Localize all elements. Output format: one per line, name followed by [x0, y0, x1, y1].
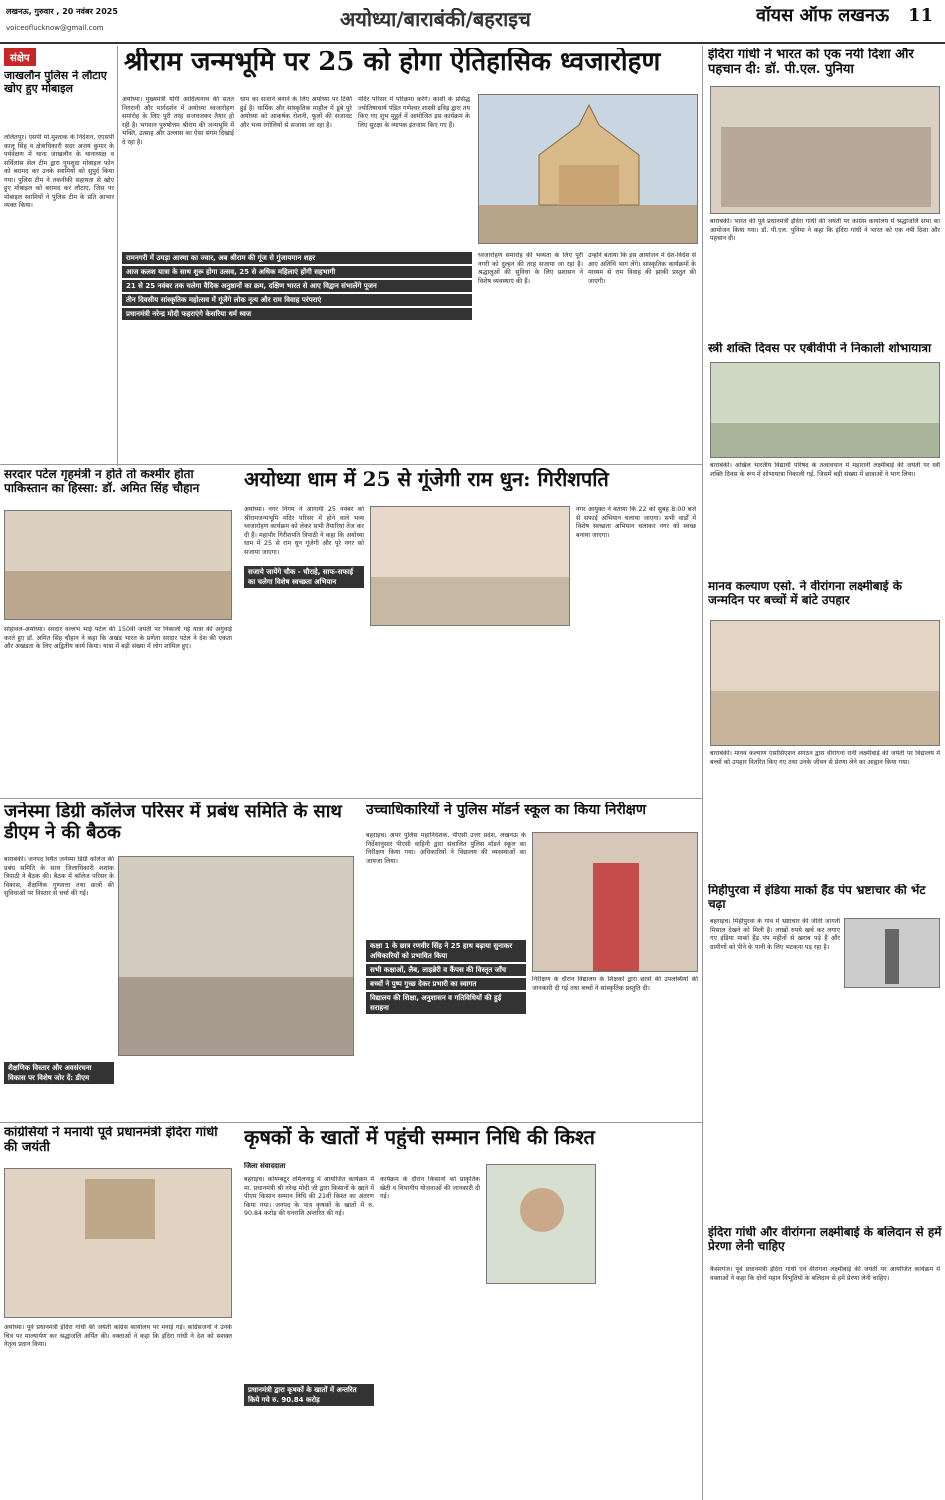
ram-dhun-body-2: नगर आयुक्त ने बताया कि 22 को सुबह 8:00 बजे से सफाई अभियान चलाया जाएगा। सभी वार्डों में विशेष स्वच्छता अभियान चलाकर नगर को स्वच्छ बनाया जाएगा।	[576, 506, 696, 539]
kisan-callout: प्रधानमंत्री द्वारा कृषकों के खातों में अन्तरित किये गये रु. 90.84 करोड़	[244, 1384, 374, 1406]
right-headline-1: इंदिरा गांधी ने भारत को एक नयी दिशा और पहचान दी: डॉ. पी.एल. पुनिया	[708, 48, 914, 77]
police-headline: उच्चाधिकारियों ने पुलिस मॉडर्न स्कूल का किया निरीक्षण	[366, 802, 646, 818]
divider	[0, 1122, 702, 1123]
brief-label: संक्षेप	[4, 48, 36, 66]
divider	[0, 464, 702, 465]
police-bullet: विद्यालय की शिक्षा, अनुशासन व गतिविधियों की हुई सराहना	[366, 992, 526, 1014]
meeting-room-photo	[119, 857, 354, 1056]
yatra-photo	[5, 511, 232, 620]
paper-name: वॉयस ऑफ लखनऊ	[756, 6, 890, 26]
masthead	[0, 0, 945, 44]
congress-headline: कांग्रेसियों ने मनायी पूर्व प्रधानमंत्री इंदिरा गांधी की जयंती	[4, 1126, 218, 1155]
right-body-1: बाराबंकी। भारत की पूर्व प्रधानमंत्री इंदिरा गांधी की जयंती पर कांग्रेस कार्यालय में श्रद्धांजलि सभा का आयोजन किया गया। डॉ. पी.एल. पुनिया ने कहा कि इंदिरा गांधी ने भारत को एक नयी दिशा और पहचान दी।	[710, 218, 940, 242]
sardar-headline: सरदार पटेल गृहमंत्री न होते तो कश्मीर होता पाकिस्तान का हिस्सा: डॉ. अमित सिंह चौहान	[4, 468, 200, 495]
lead-body-3: मंदिर परिसर में परिक्रमा करेंगे। काशी के प्रसिद्ध ज्योतिषाचार्य पंडित गणेश्वर शास्त्री द्रविड़ द्वारा तय किए गए शुभ मुहूर्त में आयोजित इस कार्यक्रम के लिए सुरक्षा के व्यापक इंतजाम किए गए हैं।	[358, 96, 470, 129]
brief-body-1: ललितपुर। एसपी मो.मुश्ताक के निर्देशन, एएसपी कालू सिंह व क्षेत्राधिकारी सदर अजय कुमार के पर्यवेक्षण में थाना जाखलौन के थानाध्यक्ष व सर्विलांस सेल टीम द्वारा गुमशुदा मोबाइल फोन को बरामद कर उनके स्वामियों को सुपुर्द किया गया। पुलिस टीम ने तकनीकी सहायता से खोए हुए मोबाइल को बरामद कर लौटाए, जिस पर मोबाइल स्वामियों ने पुलिस टीम के प्रति आभार व्यक्त किया।	[4, 134, 114, 209]
dateline: लखनऊ, गुरुवार , 20 नवंबर 2025	[6, 7, 118, 16]
police-bullet: बच्चों ने पुष्प गुच्छ देकर प्रभारी का स्वागत	[366, 978, 526, 990]
right-photo-4	[844, 918, 940, 988]
police-body-2: निरीक्षण के दौरान विद्यालय के शिक्षकों द्वारा छात्रों की उपलब्धियों की जानकारी दी गई तथा बच्चों ने सांस्कृतिक प्रस्तुति दी।	[532, 976, 698, 992]
sardar-photo	[4, 510, 232, 620]
divider	[0, 798, 702, 799]
brief-headline-1: जाखलौन पुलिस ने लौटाए खोए हुए मोबाइल	[4, 70, 107, 95]
right-body-2: बाराबंकी। अखिल भारतीय विद्यार्थी परिषद के तत्वावधान में महारानी लक्ष्मीबाई की जयंती पर स्त्री शक्ति दिवस के रूप में शोभायात्रा निकाली गई, जिसमें बड़ी संख्या में छात्राओं ने भाग लिया।	[710, 462, 940, 478]
lead-bullet: रामनगरी में उमड़ा आस्था का ज्वार, अब श्रीराम की गूंज से गुंजायमान शहर	[122, 252, 472, 264]
school-visit-photo	[533, 833, 698, 972]
right-headline-2: स्त्री शक्ति दिवस पर एबीवीपी ने निकाली शोभायात्रा	[708, 342, 932, 355]
right-headline-5: इंदिरा गांधी और वीरांगना लक्ष्मीबाई के बलिदान से हमें प्रेरणा लेनी चाहिए	[708, 1226, 942, 1253]
children-photo	[711, 621, 940, 746]
page-number: 11	[908, 6, 934, 26]
lead-bullet: तीन दिवसीय सांस्कृतिक महोत्सव में गूंजेंगे लोक नृत्य और राम विवाह परंपराएं	[122, 294, 472, 306]
dm-meeting-story	[0, 800, 360, 1120]
kisan-dateline: जिला संवाददाता	[244, 1162, 286, 1170]
ram-dhun-body: अयोध्या। नगर निगम ने आगामी 25 नवंबर को श्रीरामजन्मभूमि मंदिर परिसर में होने वाले भव्य ध्वजारोहण कार्यक्रम को लेकर सभी तैयारियां तेज कर दी हैं। महापौर गिरीशपति त्रिपाठी ने कहा कि अयोध्या धाम में 25 से राम धुन गूंजेगी और पूरे नगर को सजाया जाएगा।	[244, 506, 364, 556]
police-body: बहराइच। अपर पुलिस महानिदेशक, पीएसी उत्तर प्रदेश, लखनऊ के निर्देशानुसार पीएसी वाहिनी द्वारा संचालित पुलिस मॉडर्न स्कूल का निरीक्षण किया गया। अधिकारियों ने विद्यालय की व्यवस्थाओं का जायजा लिया।	[366, 832, 526, 865]
right-photo-2	[710, 362, 940, 458]
email: voiceoflucknow@gmail.com	[6, 24, 104, 32]
sardar-story	[0, 466, 236, 796]
handpump-photo	[845, 919, 940, 988]
sardar-body: सोहावल-अयोध्या। सरदार वल्लभ भाई पटेल की 150वीं जयंती पर निकाली गई यात्रा की अगुवाई करते हुए डॉ. अमित सिंह चौहान ने कहा कि अखंड भारत के प्रणेता सरदार पटेल ने देश की एकता और अखंडता के लिए अद्वितीय कार्य किया। यात्रा में बड़ी संख्या में लोग शामिल हुए।	[4, 626, 232, 650]
lead-bullets	[122, 252, 472, 320]
dm-headline: जनेस्मा डिग्री कॉलेज परिसर में प्रबंध समिति के साथ डीएम ने की बैठक	[4, 802, 342, 843]
divider	[702, 46, 703, 1500]
temple-photo	[478, 94, 698, 244]
right-column	[704, 46, 945, 1500]
congress-story	[0, 1124, 236, 1500]
dm-body: बाराबंकी। जनपद स्थित जनेस्मा डिग्री कॉलेज की प्रबंध समिति के साथ जिलाधिकारी शशांक त्रिपाठी ने बैठक की। बैठक में कॉलेज परिसर के विकास, शैक्षणिक गुणवत्ता तथा छात्रों की सुविधाओं पर विस्तार से चर्चा की गई।	[4, 856, 114, 897]
right-photo-3	[710, 620, 940, 746]
right-headline-3: मानव कल्याण एसो. ने वीरांगना लक्ष्मीबाई के जन्मदिन पर बच्चों में बांटे उपहार	[708, 580, 902, 607]
dm-photo	[118, 856, 354, 1056]
section-title: अयोध्या/बाराबंकी/बहराइच	[340, 8, 531, 31]
police-photo	[532, 832, 698, 972]
press-meet-photo	[371, 507, 570, 626]
ram-dhun-headline: अयोध्या धाम में 25 से गूंजेगी राम धुन: गिरीशपति	[244, 468, 609, 491]
right-headline-4: मिहीपुरवा में इंडिया मार्का हैंड पंप भ्रष्टाचार की भेंट चढ़ा	[708, 884, 926, 911]
police-bullet: कक्षा 1 के छात्र रणवीर सिंह ने 25 हाथ बढ़ाया सुनाकर अधिकारियों को प्रभावित किया	[366, 940, 526, 962]
lead-bullet: आज कलश यात्रा के साथ शुरू होगा उत्सव, 25 से अधिक महिलाएं होंगी सहभागी	[122, 266, 472, 278]
lead-headline: श्रीराम जन्मभूमि पर 25 को होगा ऐतिहासिक ध्वजारोहण	[124, 48, 661, 77]
congress-body: अयोध्या। पूर्व प्रधानमंत्री इंदिरा गांधी की जयंती कांग्रेस कार्यालय पर मनाई गई। कांग्रेसजनों ने उनके चित्र पर माल्यार्पण कर श्रद्धांजलि अर्पित की। वक्ताओं ने कहा कि इंदिरा गांधी ने देश को सशक्त नेतृत्व प्रदान किया।	[4, 1324, 232, 1348]
ram-dhun-story	[240, 466, 700, 796]
police-bullet: सभी कक्षाओं, लैब, लाइब्रेरी व कैंपस की विस्तृत जाँच	[366, 964, 526, 976]
lead-story	[118, 46, 700, 466]
ram-dhun-sidebar: सजाये जायेंगे चौक - चौराहे, साफ-सफाई का चलेगा विशेष स्वच्छता अभियान	[244, 566, 364, 588]
kisan-body: बहराइच। कोयम्बटूर तमिलनाडु में आयोजित कार्यक्रम में मा. प्रधानमंत्री श्री नरेन्द्र मोदी जी द्वारा किसानों के खाते में पीएम किसान सम्मान निधि की 21वीं किश्त का अंतरण किया गया। जनपद के पात्र कृषकों के खातों में रु. 90.84 करोड़ की धनराशि अन्तरित की गई।	[244, 1176, 374, 1217]
divider	[117, 46, 118, 466]
kisan-photo	[486, 1164, 596, 1284]
kisan-headline: कृषकों के खातों में पहुंची सम्मान निधि की किश्त	[244, 1126, 595, 1149]
rally-photo	[711, 363, 940, 458]
lead-bullet: प्रधानमंत्री नरेन्द्र मोदी फहराएंगे केसरिया धर्म ध्वज	[122, 308, 472, 320]
lead-body-2: धाम का सजाने बनाने के लिए अयोध्या पर टिकी हुई है। धार्मिक और सांस्कृतिक माहौल में डूबे पूरे अयोध्या को आकर्षक रोशनी, फूलों की सजावट और भव्य रंगोलियों से सजाया जा रहा है।	[240, 96, 352, 129]
lead-body-4: ध्वजारोहण समारोह की भव्यता के लिए पूरी नगरी को दुल्हन की तरह सजाया जा रहा है। श्रद्धालुओं की सुविधा के लिए प्रशासन ने विशेष व्यवस्थाएं की हैं।	[478, 252, 583, 285]
ram-dhun-photo	[370, 506, 570, 626]
police-school-story	[362, 800, 702, 1120]
kisan-story	[240, 1124, 700, 1500]
congress-photo	[4, 1168, 232, 1318]
lead-bullet: 21 से 25 नवंबर तक चलेगा वैदिक अनुष्ठानों का क्रम, दक्षिण भारत से आए विद्वान संभालेंगे पूजन	[122, 280, 472, 292]
lead-body-5: उन्होंने बताया कि इस आयोजन में देश-विदेश से आए अतिथि भाग लेंगे। सांस्कृतिक कार्यक्रमों के माध्यम से राम विवाह की झांकी प्रस्तुत की जाएगी।	[588, 252, 696, 285]
temple-image	[479, 95, 698, 244]
meeting-photo	[711, 87, 940, 214]
kisan-body-2: कार्यक्रम के दौरान किसानों को प्राकृतिक खेती व विभागीय योजनाओं की जानकारी दी गई।	[380, 1176, 480, 1200]
right-body-3: बाराबंकी। मानव कल्याण एसोसिएशन संगठन द्वारा वीरांगना रानी लक्ष्मीबाई की जयंती पर विद्यालय में बच्चों को उपहार वितरित किए गए तथा उनके जीवन से प्रेरणा लेने का आह्वान किया गया।	[710, 750, 940, 766]
right-photo-1	[710, 86, 940, 214]
dm-caption: शैक्षणिक विस्तार और अवसंरचना विकास पर विशेष जोर दें: डीएम	[4, 1062, 114, 1084]
pm-photo	[487, 1165, 596, 1284]
right-body-5: कैसरगंज। पूर्व प्रधानमंत्री इंदिरा गांधी एवं वीरांगना लक्ष्मीबाई की जयंती पर आयोजित कार्यक्रम में वक्ताओं ने कहा कि दोनों महान विभूतियों के बलिदान से हमें प्रेरणा लेनी चाहिए।	[710, 1266, 940, 1282]
tribute-photo	[5, 1169, 232, 1318]
police-bullets	[366, 940, 526, 1014]
right-body-4: बहराइच। मिहीपुरवा के गांव में भ्रष्टाचार की जीती जागती मिसाल देखने को मिली है। लाखों रुपये खर्च कर लगाए गए इंडिया मार्का हैंड पंप महीनों से खराब पड़े हैं और ग्रामीणों को पीने के पानी के लिए भटकना पड़ रहा है।	[710, 918, 840, 951]
lead-body-1: अयोध्या। मुख्यमंत्री योगी आदित्यनाथ की सतत निगरानी और मार्गदर्शन में अयोध्या ध्वजारोहण समारोह के लिए पूरी तरह सजधजकर तैयार हो रही है। भगवान पुरुषोत्तम श्रीराम की जन्मभूमि में भक्ति, उत्साह और उल्लास का ऐसा संगम दिखाई दे रहा है।	[122, 96, 234, 146]
